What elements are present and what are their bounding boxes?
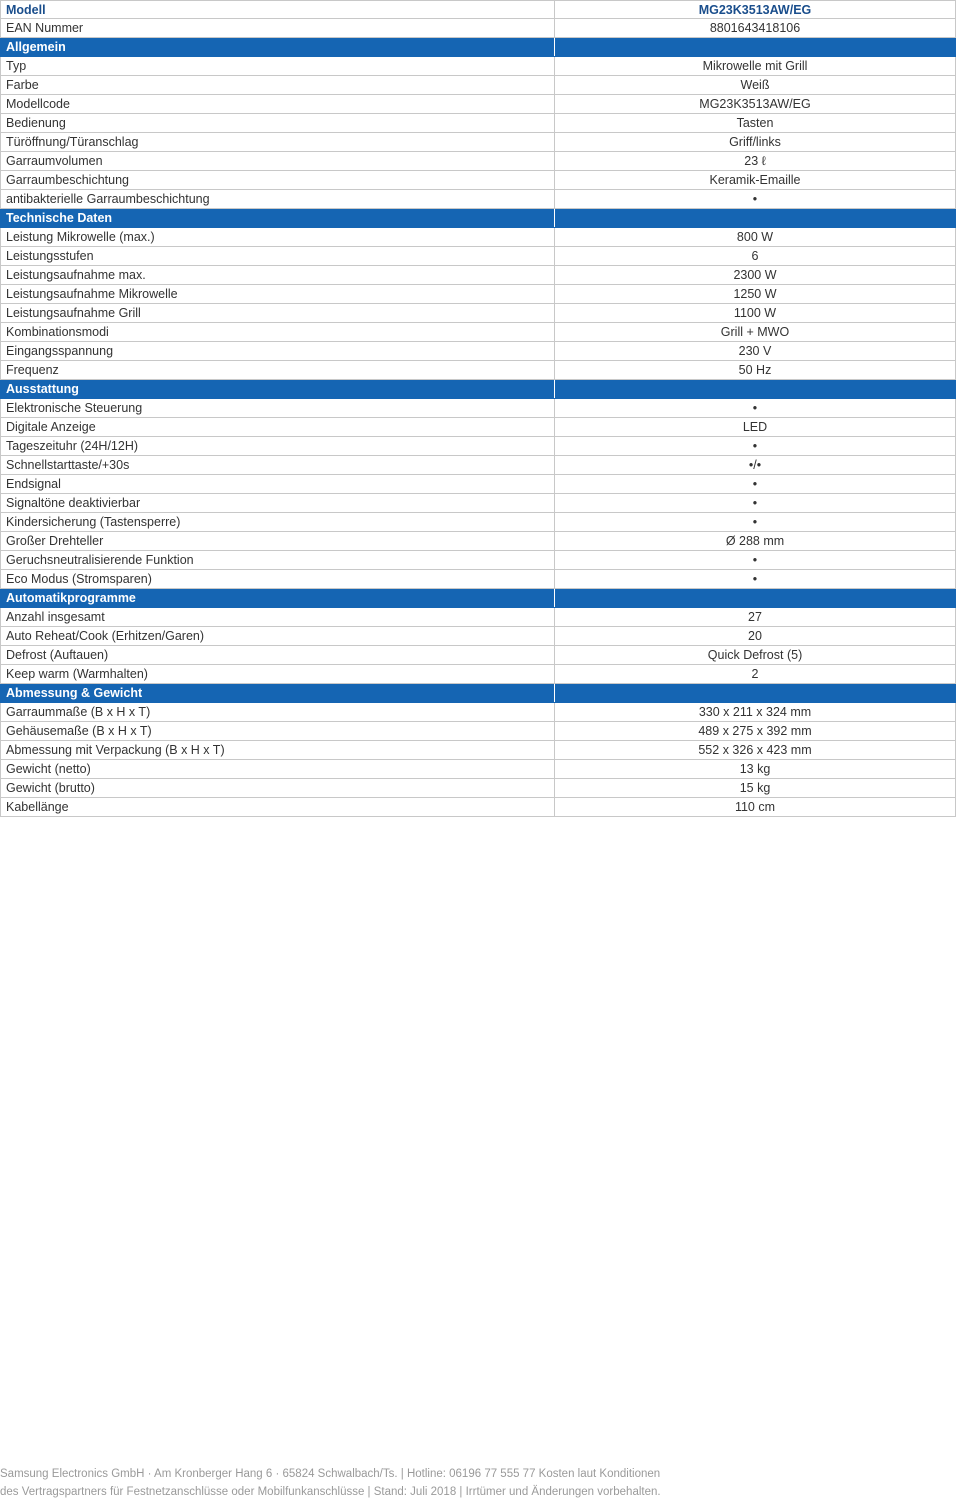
table-row [0,513,956,532]
row-value: 2 [751,667,759,681]
row-label: Kindersicherung (Tastensperre) [1,513,555,531]
table-row [0,437,956,456]
row-value: 110 cm [734,800,776,814]
row-label: Gewicht (brutto) [1,779,555,797]
section-value [555,380,955,398]
table-row [0,228,956,247]
model-label: Modell [1,1,555,18]
table-row [0,399,956,418]
section-header [0,684,956,703]
footer-line-2: des Vertragspartners für Festnetzanschlüsse oder Mobilfunkanschlüsse | Stand: Juli 2018 | Irrtümer und Änderungen vorbehalten. [0,1486,661,1498]
row-value: • [752,572,758,586]
row-label: Abmessung mit Verpackung (B x H x T) [1,741,555,759]
row-label: Türöffnung/Türanschlag [1,133,555,151]
row-value: 6 [751,249,759,263]
row-value: Griff/links [729,135,781,149]
table-row [0,19,956,38]
table-row [0,285,956,304]
row-label: Eingangsspannung [1,342,555,360]
row-label: Eco Modus (Stromsparen) [1,570,555,588]
row-value: Tasten [736,116,774,130]
row-value: 800 W [736,230,774,244]
table-row [0,494,956,513]
table-row [0,722,956,741]
section-header [0,589,956,608]
section-title: Allgemein [1,38,555,56]
table-row [0,304,956,323]
row-value: • [752,515,758,529]
section-value [555,684,955,702]
row-label: Leistungsaufnahme Mikrowelle [1,285,555,303]
row-value: Weiß [740,78,770,92]
table-row [0,779,956,798]
table-row [0,152,956,171]
row-label: Großer Drehteller [1,532,555,550]
spec-rows [0,19,956,817]
table-row [0,266,956,285]
row-value: •/• [748,458,762,472]
row-label: Kombinationsmodi [1,323,555,341]
table-row [0,342,956,361]
table-row [0,95,956,114]
row-label: EAN Nummer [1,19,555,37]
table-row [0,627,956,646]
row-label: Bedienung [1,114,555,132]
section-value [555,209,955,227]
section-title: Technische Daten [1,209,555,227]
row-value: Mikrowelle mit Grill [702,59,808,73]
table-row [0,114,956,133]
section-title: Automatikprogramme [1,589,555,607]
table-row [0,247,956,266]
row-value: 330 x 211 x 324 mm [698,705,812,719]
table-row [0,57,956,76]
row-value: • [752,192,758,206]
row-label: Digitale Anzeige [1,418,555,436]
row-value: 23 ℓ [744,154,766,168]
footer [0,1465,957,1501]
table-row [0,665,956,684]
row-value: 13 kg [739,762,771,776]
row-value: Ø 288 mm [725,534,785,548]
table-row [0,190,956,209]
row-value: Grill + MWO [720,325,790,339]
row-label: Schnellstarttaste/+30s [1,456,555,474]
model-value: MG23K3513AW/EG [698,3,812,17]
row-label: Leistung Mikrowelle (max.) [1,228,555,246]
row-value: Keramik-Emaille [709,173,801,187]
table-row [0,532,956,551]
row-value: 1250 W [733,287,777,301]
section-value [555,589,955,607]
row-label: Auto Reheat/Cook (Erhitzen/Garen) [1,627,555,645]
row-label: Modellcode [1,95,555,113]
table-row [0,741,956,760]
row-value: 230 V [738,344,772,358]
section-value [555,38,955,56]
section-header [0,209,956,228]
row-label: Typ [1,57,555,75]
row-value: 552 x 326 x 423 mm [698,743,812,757]
section-title: Abmessung & Gewicht [1,684,555,702]
section-title: Ausstattung [1,380,555,398]
row-label: Signaltöne deaktivierbar [1,494,555,512]
row-label: Garraumvolumen [1,152,555,170]
table-row [0,703,956,722]
row-value: MG23K3513AW/EG [699,97,811,111]
section-header [0,380,956,399]
row-label: Anzahl insgesamt [1,608,555,626]
row-value: Quick Defrost (5) [707,648,803,662]
row-label: Defrost (Auftauen) [1,646,555,664]
table-row [0,76,956,95]
row-value: 489 x 275 x 392 mm [698,724,812,738]
row-value: • [752,401,758,415]
table-row [0,760,956,779]
row-label: Garraumbeschichtung [1,171,555,189]
row-label: Geruchsneutralisierende Funktion [1,551,555,569]
footer-line-1: Samsung Electronics GmbH · Am Kronberger Hang 6 · 65824 Schwalbach/Ts. | Hotline: 06196 77 555 77 Kosten laut Konditionen [0,1468,661,1480]
table-row [0,323,956,342]
row-label: Garraummaße (B x H x T) [1,703,555,721]
table-row [0,798,956,817]
row-label: Tageszeituhr (24H/12H) [1,437,555,455]
row-value: 1100 W [733,306,777,320]
row-value: 15 kg [739,781,771,795]
table-row [0,570,956,589]
table-row [0,418,956,437]
row-label: Frequenz [1,361,555,379]
row-label: Leistungsstufen [1,247,555,265]
row-label: Kabellänge [1,798,555,816]
table-row [0,456,956,475]
row-label: Elektronische Steuerung [1,399,555,417]
table-row [0,475,956,494]
row-value: 2300 W [733,268,777,282]
row-value: • [752,496,758,510]
section-header [0,38,956,57]
row-value: LED [742,420,768,434]
row-label: Keep warm (Warmhalten) [1,665,555,683]
row-value: • [752,477,758,491]
row-value: 8801643418106 [709,21,801,35]
table-row [0,551,956,570]
row-value: • [752,439,758,453]
row-label: Leistungsaufnahme Grill [1,304,555,322]
table-row [0,646,956,665]
table-row [0,608,956,627]
row-label: Leistungsaufnahme max. [1,266,555,284]
table-row [0,171,956,190]
row-value: 27 [748,610,762,624]
row-label: Endsignal [1,475,555,493]
row-value: • [752,553,758,567]
row-label: Gehäusemaße (B x H x T) [1,722,555,740]
row-value: 50 Hz [738,363,772,377]
table-row [0,133,956,152]
model-row [0,0,956,19]
row-label: Gewicht (netto) [1,760,555,778]
row-label: Farbe [1,76,555,94]
row-value: 20 [748,629,762,643]
row-label: antibakterielle Garraumbeschichtung [1,190,555,208]
table-row [0,361,956,380]
